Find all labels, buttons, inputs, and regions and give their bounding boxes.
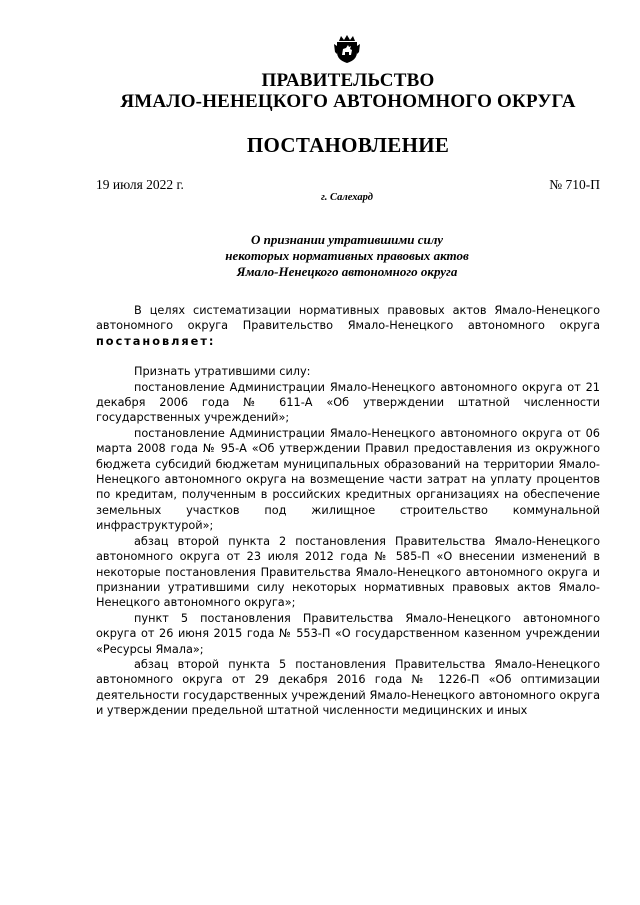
list-item: постановление Администрации Ямало-Ненецкого автономного округа от 06 марта 2008 года № 95-А «Об утверждении Правил предоставления из окружного бюджета субсидий бюджетам муниципальных образований на территории Ямало-Ненецкого автономного округа на возмещение части затрат на уплату процентов по кредитам, полученным в российских кредитных организациях на обеспечение земельных участков под жилищное строительство коммунальной инфраструктурой»;	[96, 426, 600, 533]
government-title-line1: ПРАВИТЕЛЬСТВО	[261, 70, 435, 91]
list-item: абзац второй пункта 2 постановления Правительства Ямало-Ненецкого автономного округа от 23 июля 2012 года № 585-П «О внесении изменений в некоторые постановления Правительства Ямало-Ненецкого автономного округа и признании утратившими силу некоторых нормативных правовых актов Ямало-Ненецкого автономного округа»;	[96, 534, 600, 610]
intro-text: В целях систематизации нормативных правовых актов Ямало-Ненецкого автономного округа Правительство Ямало-Ненецкого автономного округа	[96, 304, 600, 333]
subject-line2: некоторых нормативных правовых актов	[225, 248, 469, 263]
list-item: пункт 5 постановления Правительства Ямало-Ненецкого автономного округа от 26 июня 2015 года № 553-П «О государственном казенном учреждении «Ресурсы Ямала»;	[96, 611, 600, 656]
list-item: абзац второй пункта 5 постановления Правительства Ямало-Ненецкого автономного округа от 29 декабря 2016 года № 1226-П «Об оптимизации деятельности государственных учреждений Ямало-Ненецкого автономного округа и утверждении предельной штатной численности медицинских и иных	[96, 657, 600, 718]
government-title-line2: ЯМАЛО-НЕНЕЦКОГО АВТОНОМНОГО ОКРУГА	[120, 91, 576, 112]
document-subject	[0, 232, 640, 280]
decree-word: постановляет:	[96, 334, 216, 348]
coat-of-arms-icon	[333, 34, 361, 64]
document-type: ПОСТАНОВЛЕНИЕ	[246, 133, 450, 157]
intro-paragraph	[96, 303, 600, 349]
subject-line3: Ямало-Ненецкого автономного округа	[236, 264, 458, 279]
document-body	[96, 303, 600, 719]
recognize-paragraph: Признать утратившими силу:	[134, 365, 311, 379]
subject-line1: О признании утратившими силу	[250, 232, 444, 247]
document-place: г. Салехард	[321, 192, 373, 203]
list-item: постановление Администрации Ямало-Ненецкого автономного округа от 21 декабря 2006 года № 611-А «Об утверждении штатной численности государственных учреждений»;	[96, 380, 600, 425]
document-number: № 710-П	[549, 177, 600, 192]
document-date: 19 июля 2022 г.	[96, 177, 184, 192]
